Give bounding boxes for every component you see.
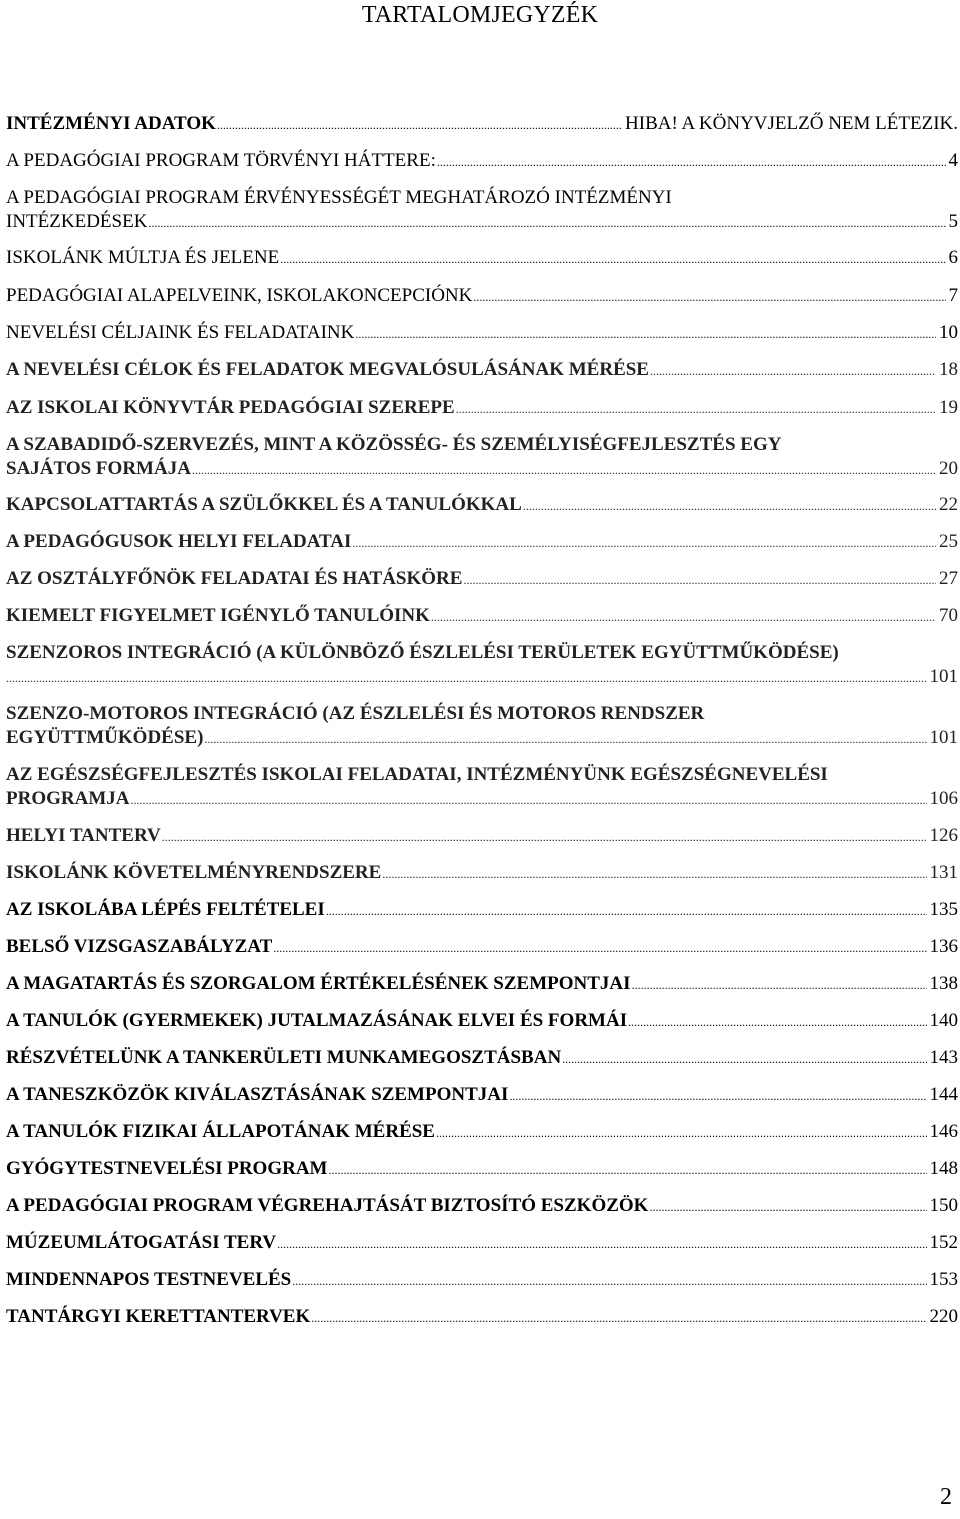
toc-entry-label: MÚZEUMLÁTOGATÁSI TERV	[6, 1232, 277, 1253]
toc-entry-page: 220	[929, 1306, 958, 1327]
toc-entry-page: 70	[939, 605, 958, 626]
toc-entry-page: 150	[929, 1195, 958, 1216]
toc-entry-exam-rules[interactable]	[6, 935, 958, 959]
toc-entry-validity-measures[interactable]	[6, 186, 958, 234]
toc-entry-label: INTÉZKEDÉSEK	[6, 211, 148, 232]
toc-entry-pedagogical-principles[interactable]	[6, 284, 958, 308]
toc-entry-label: PROGRAMJA	[6, 788, 130, 809]
toc-entry-special-needs[interactable]	[6, 604, 958, 628]
toc-entry-page: 18	[939, 359, 958, 380]
toc-entry-page: 20	[939, 458, 958, 479]
dot-leader	[148, 210, 945, 234]
dot-leader	[273, 935, 926, 959]
toc-entry-page: 131	[929, 862, 958, 883]
toc-entry-daily-pe[interactable]	[6, 1268, 958, 1292]
toc-entry-page: 153	[929, 1269, 958, 1290]
dot-leader	[204, 726, 926, 750]
toc-entry-page: 10	[939, 322, 958, 343]
toc-entry-district-participation[interactable]	[6, 1046, 958, 1070]
page-number: 2	[940, 1484, 952, 1510]
toc-entry-requirements[interactable]	[6, 861, 958, 885]
dot-leader	[431, 604, 936, 628]
dot-leader	[628, 1009, 926, 1033]
toc-entry-page: 126	[929, 825, 958, 846]
toc-entry-framework-curricula[interactable]	[6, 1305, 958, 1329]
toc-entry-label: INTÉZMÉNYI ADATOK	[6, 113, 216, 134]
dot-leader	[130, 787, 926, 811]
toc-entry-teacher-tasks[interactable]	[6, 530, 958, 554]
dot-leader	[6, 665, 927, 689]
dot-leader	[649, 1194, 926, 1218]
toc-entry-label-line1: AZ EGÉSZSÉGFEJLESZTÉS ISKOLAI FELADATAI, INTÉZMÉNYÜNK EGÉSZSÉGNEVELÉSI	[6, 764, 828, 785]
toc-entry-page: 101	[929, 727, 958, 748]
toc-entry-label: A MAGATARTÁS ÉS SZORGALOM ÉRTÉKELÉSÉNEK SZEMPONTJAI	[6, 973, 631, 994]
dot-leader	[352, 530, 936, 554]
toc-entry-label: SAJÁTOS FORMÁJA	[6, 458, 191, 479]
toc-entry-page: 143	[929, 1047, 958, 1068]
toc-entry-label: PEDAGÓGIAI ALAPELVEINK, ISKOLAKONCEPCIÓNK	[6, 285, 473, 306]
dot-leader	[217, 112, 622, 136]
dot-leader	[473, 284, 945, 308]
toc-entry-program-tools[interactable]	[6, 1194, 958, 1218]
toc-entry-page: 5	[948, 211, 958, 232]
dot-leader	[562, 1046, 926, 1070]
toc-entry-label: BELSŐ VIZSGASZABÁLYZAT	[6, 936, 273, 957]
dot-leader	[632, 972, 927, 996]
toc-entry-page: 148	[929, 1158, 958, 1179]
toc-entry-page: 4	[948, 150, 958, 171]
dot-leader	[280, 246, 945, 270]
toc-entry-goal-measurement[interactable]	[6, 358, 958, 382]
toc-entry-label: A TANESZKÖZÖK KIVÁLASZTÁSÁNAK SZEMPONTJAI	[6, 1084, 509, 1105]
toc-entry-class-teacher[interactable]	[6, 567, 958, 591]
toc-entry-label: RÉSZVÉTELÜNK A TANKERÜLETI MUNKAMEGOSZTÁSBAN	[6, 1047, 562, 1068]
toc-entry-page: 6	[948, 247, 958, 268]
toc-entry-label: TANTÁRGYI KERETTANTERVEK	[6, 1306, 311, 1327]
toc-entry-teaching-tools[interactable]	[6, 1083, 958, 1107]
toc-entry-parent-contact[interactable]	[6, 493, 958, 517]
toc-entry-page: 144	[929, 1084, 958, 1105]
toc-entry-label: ISKOLÁNK KÖVETELMÉNYRENDSZERE	[6, 862, 382, 883]
toc-entry-leisure-organization[interactable]	[6, 433, 958, 481]
dot-leader	[292, 1268, 926, 1292]
dot-leader	[326, 898, 927, 922]
toc-entry-corrective-pe[interactable]	[6, 1157, 958, 1181]
toc-entry-behavior-evaluation[interactable]	[6, 972, 958, 996]
toc-entry-label: A TANULÓK FIZIKAI ÁLLAPOTÁNAK MÉRÉSE	[6, 1121, 435, 1142]
toc-entry-page: 135	[929, 899, 958, 920]
dot-leader	[509, 1083, 926, 1107]
toc-entry-health-promotion[interactable]	[6, 763, 958, 811]
toc-entry-label: ISKOLÁNK MÚLTJA ÉS JELENE	[6, 247, 280, 268]
toc-entry-label: NEVELÉSI CÉLJAINK ÉS FELADATAINK	[6, 322, 355, 343]
dot-leader	[277, 1231, 926, 1255]
toc-entry-label-line1: SZENZOROS INTEGRÁCIÓ (A KÜLÖNBÖZŐ ÉSZLELÉSI TERÜLETEK EGYÜTTMŰKÖDÉSE)	[6, 642, 839, 663]
toc-entry-sensorimotor-integration[interactable]	[6, 702, 958, 750]
dot-leader	[523, 493, 936, 517]
toc-entry-page: 27	[939, 568, 958, 589]
toc-entry-label-line1: SZENZO-MOTOROS INTEGRÁCIÓ (AZ ÉSZLELÉSI ÉS MOTOROS RENDSZER	[6, 703, 705, 724]
toc-entry-page: 22	[939, 494, 958, 515]
dot-leader	[355, 321, 936, 345]
toc-entry-page: 19	[939, 397, 958, 418]
toc-entry-rewards[interactable]	[6, 1009, 958, 1033]
dot-leader	[437, 149, 946, 173]
dot-leader	[436, 1120, 927, 1144]
toc-entry-page: 106	[929, 788, 958, 809]
toc-entry-legal-background[interactable]	[6, 149, 958, 173]
toc-entry-label: A PEDAGÓGUSOK HELYI FELADATAI	[6, 531, 352, 552]
toc-entry-label: A PEDAGÓGIAI PROGRAM TÖRVÉNYI HÁTTERE:	[6, 150, 436, 171]
toc-entry-label: HELYI TANTERV	[6, 825, 161, 846]
toc-entry-label: A TANULÓK (GYERMEKEK) JUTALMAZÁSÁNAK ELVEI ÉS FORMÁI	[6, 1010, 628, 1031]
toc-entry-sensory-integration[interactable]	[6, 641, 958, 689]
dot-leader	[162, 824, 927, 848]
toc-entry-label: GYÓGYTESTNEVELÉSI PROGRAM	[6, 1158, 328, 1179]
toc-entry-page: 152	[929, 1232, 958, 1253]
toc-entry-label-line1: A PEDAGÓGIAI PROGRAM ÉRVÉNYESSÉGÉT MEGHATÁROZÓ INTÉZMÉNYI	[6, 187, 672, 208]
toc-entry-page: 7	[948, 285, 958, 306]
toc-entry-label: A PEDAGÓGIAI PROGRAM VÉGREHAJTÁSÁT BIZTOSÍTÓ ESZKÖZÖK	[6, 1195, 649, 1216]
page-title: TARTALOMJEGYZÉK	[361, 2, 599, 28]
toc-entry-label: MINDENNAPOS TESTNEVELÉS	[6, 1269, 292, 1290]
dot-leader	[463, 567, 936, 591]
toc-entry-page: 140	[929, 1010, 958, 1031]
dot-leader	[456, 396, 936, 420]
toc-entry-page: 101	[929, 666, 958, 687]
toc-entry-page: 146	[929, 1121, 958, 1142]
toc-entry-institutional-data[interactable]	[6, 112, 958, 136]
toc-entry-label: KAPCSOLATTARTÁS A SZÜLŐKKEL ÉS A TANULÓKKAL	[6, 494, 522, 515]
toc-entry-physical-fitness[interactable]	[6, 1120, 958, 1144]
toc-entry-label-line1: A SZABADIDŐ-SZERVEZÉS, MINT A KÖZÖSSÉG- ÉS SZEMÉLYISÉGFEJLESZTÉS EGY	[6, 434, 782, 455]
toc-entry-label: AZ ISKOLÁBA LÉPÉS FELTÉTELEI	[6, 899, 325, 920]
dot-leader	[192, 457, 936, 481]
toc-entry-local-curriculum[interactable]	[6, 824, 958, 848]
toc-entry-label: EGYÜTTMŰKÖDÉSE)	[6, 727, 204, 748]
toc-entry-museum-visits[interactable]	[6, 1231, 958, 1255]
dot-leader	[328, 1157, 926, 1181]
toc-entry-page: 25	[939, 531, 958, 552]
toc-entry-label: AZ ISKOLAI KÖNYVTÁR PEDAGÓGIAI SZEREPE	[6, 397, 455, 418]
toc-entry-library-role[interactable]	[6, 396, 958, 420]
toc-entry-admission[interactable]	[6, 898, 958, 922]
toc-entry-school-history[interactable]	[6, 246, 958, 270]
toc-entry-educational-goals[interactable]	[6, 321, 958, 345]
dot-leader	[311, 1305, 926, 1329]
dot-leader	[650, 358, 936, 382]
toc-entry-label: KIEMELT FIGYELMET IGÉNYLŐ TANULÓINK	[6, 605, 430, 626]
toc-entry-page: 136	[929, 936, 958, 957]
toc-entry-label: AZ OSZTÁLYFŐNÖK FELADATAI ÉS HATÁSKÖRE	[6, 568, 463, 589]
toc-entry-page: HIBA! A KÖNYVJELZŐ NEM LÉTEZIK.	[625, 113, 958, 134]
toc-entry-label: A NEVELÉSI CÉLOK ÉS FELADATOK MEGVALÓSULÁSÁNAK MÉRÉSE	[6, 359, 649, 380]
toc-entry-page: 138	[929, 973, 958, 994]
dot-leader	[382, 861, 926, 885]
